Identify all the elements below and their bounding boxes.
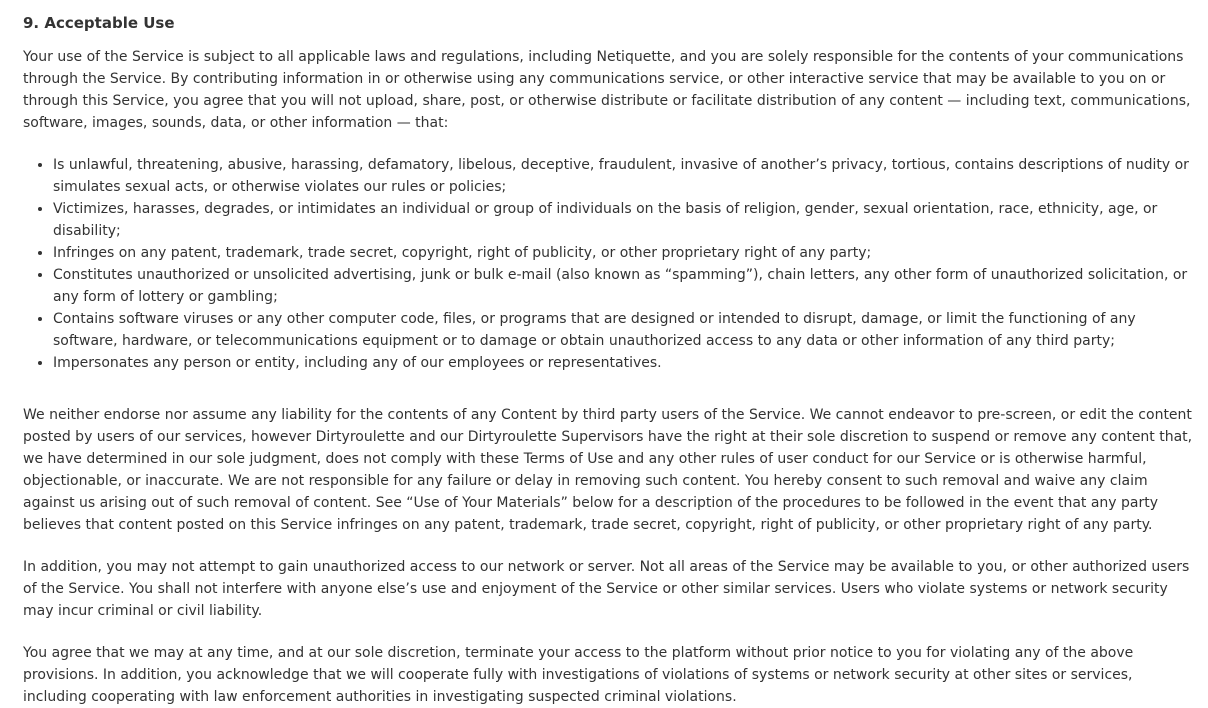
liability-paragraph: We neither endorse nor assume any liability for the contents of any Content by third party users of the Service. We cannot endeavor to pre-screen, or edit the content posted by users of our services, however Dirtyroulette and our Dirtyroulette Supervisors have the right at their sole discretion to suspend or remove any content that, we have determined in our sole judgment, does not comply with these Terms of Use and any other rules of user conduct for our Service or is otherwise harmful, objectionable, or inaccurate. We are not responsible for any failure or delay in removing such content. You hereby consent to such removal and waive any claim against us arising out of such removal of content. See “Use of Your Materials” below for a description of the procedures to be followed in the event that any party believes that content posted on this Service infringes on any patent, trademark, trade secret, copyright, right of publicity, or other proprietary right of any party. (23, 407, 1193, 533)
section-title: 9. Acceptable Use (23, 14, 175, 32)
termination-paragraph: You agree that we may at any time, and at our sole discretion, terminate your access to the platform without prior notice to you for violating any of the above provisions. In addition, you acknowledge that we will cooperate fully with investigations of violations of systems or network security at other sites or services, including cooperating with law enforcement authorities in investigating suspected criminal violations. (23, 645, 1134, 705)
list-item: • Contains software viruses or any other computer code, files, or programs that are designed or intended to disrupt, damage, or limit the functioning of any software, hardware, or telecommunications equipment or to damage or obtain unauthorized access to any data or other information of any third party; (53, 308, 1194, 352)
list-item: • Infringes on any patent, trademark, trade secret, copyright, right of publicity, or other proprietary right of any party; (53, 242, 1194, 264)
list-item: • Impersonates any person or entity, including any of our employees or representatives. (53, 352, 1194, 374)
list-item: • Victimizes, harasses, degrades, or intimidates an individual or group of individuals on the basis of religion, gender, sexual orientation, race, ethnicity, age, or disability; (53, 198, 1194, 242)
access-paragraph: In addition, you may not attempt to gain unauthorized access to our network or server. Not all areas of the Service may be available to you, or other authorized users of the Service. You shall not interfere with anyone else’s use and enjoyment of the Service or other similar services. Users who violate systems or network security may incur criminal or civil liability. (23, 559, 1190, 619)
prohibited-content-list (23, 154, 1194, 374)
list-item: • Constitutes unauthorized or unsolicited advertising, junk or bulk e-mail (also known as “spamming”), chain letters, any other form of unauthorized solicitation, or any form of lottery or gambling; (53, 264, 1194, 308)
list-item: • Is unlawful, threatening, abusive, harassing, defamatory, libelous, deceptive, fraudulent, invasive of another’s privacy, tortious, contains descriptions of nudity or simulates sexual acts, or otherwise violates our rules or policies; (53, 154, 1194, 198)
intro-paragraph: Your use of the Service is subject to all applicable laws and regulations, including Netiquette, and you are solely responsible for the contents of your communications through the Service. By contributing information in or otherwise using any communications service, or other interactive service that may be available to you on or through this Service, you agree that you will not upload, share, post, or otherwise distribute or facilitate distribution of any content — including text, communications, software, images, sounds, data, or other information — that: (23, 49, 1191, 131)
